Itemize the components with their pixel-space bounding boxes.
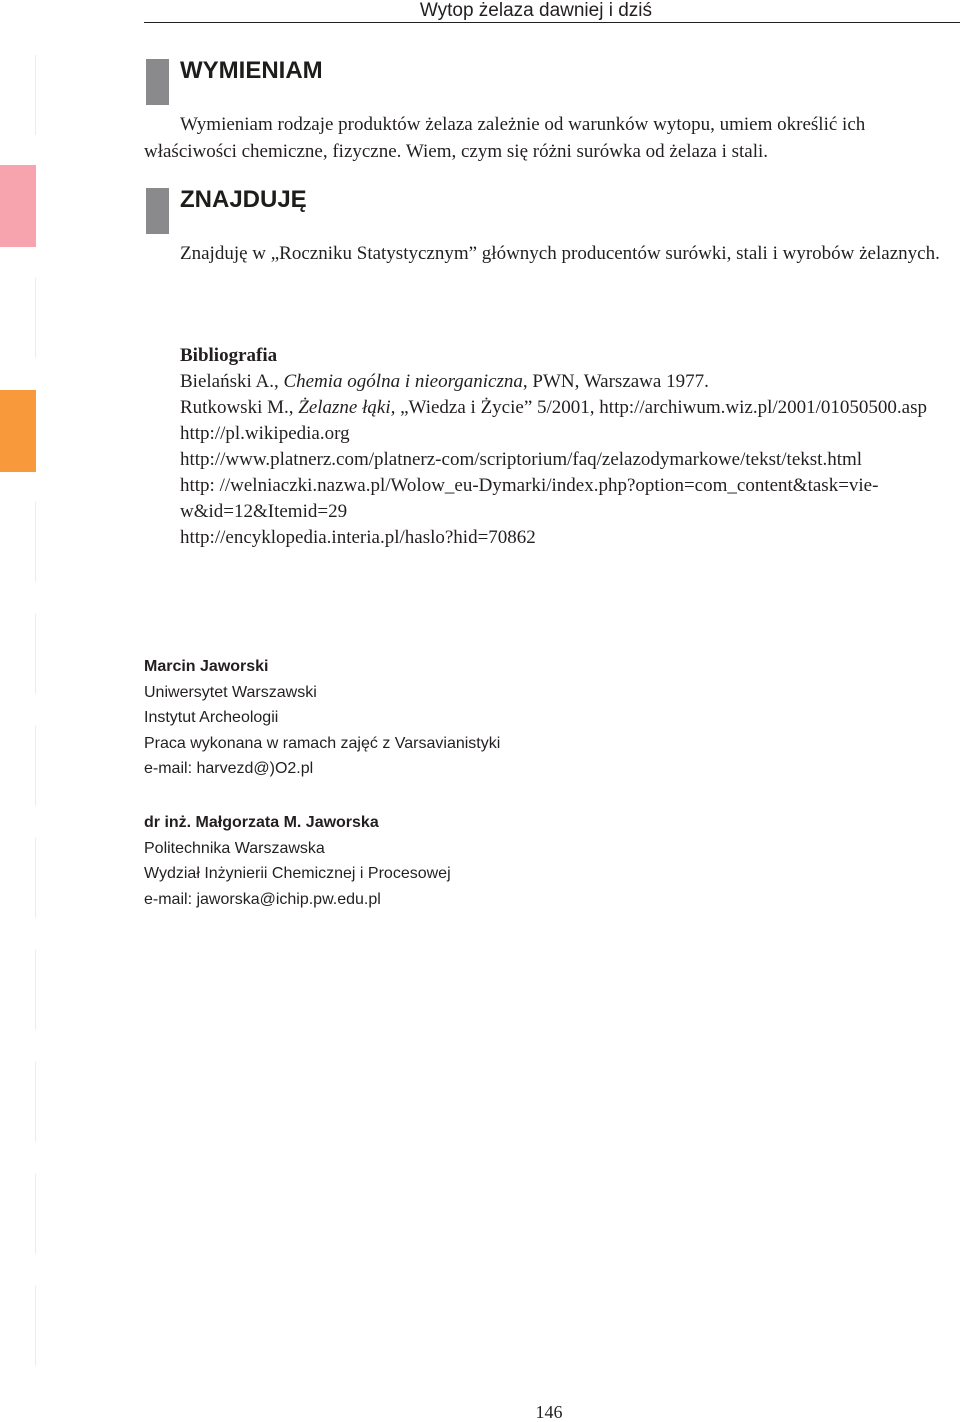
page-number: 146 — [535, 1402, 563, 1422]
bib-work-title: Żelazne łąki, — [298, 397, 396, 418]
bibliography-title: Bibliografia — [180, 345, 278, 366]
author-affiliation: Instytut Archeologii — [144, 709, 279, 727]
bib-work-title: Chemia ogólna i nieorganiczna — [283, 371, 523, 392]
section-heading-znajduje: ZNAJDUJĘ — [180, 186, 307, 213]
margin-line — [35, 838, 36, 918]
bibliography-entry — [180, 395, 960, 421]
margin-tab-orange — [0, 390, 36, 472]
author-affiliation: Praca wykonana w ramach zajęć z Varsavianistyki — [144, 734, 501, 752]
section-marker-bar — [146, 188, 169, 234]
section-text-line: właściwości chemiczne, fizyczne. Wiem, czym się różni surówka od żelaza i stali. — [144, 141, 769, 162]
author-email: e-mail: jaworska@ichip.pw.edu.pl — [144, 890, 381, 908]
bibliography-link: http://www.platnerz.com/platnerz-com/scriptorium/faq/zelazodymarkowe/tekst/tekst.html — [180, 449, 863, 470]
header-rule — [144, 22, 960, 23]
author-affiliation: Wydział Inżynierii Chemicznej i Procesowej — [144, 865, 451, 883]
section-text-line: Wymieniam rodzaje produktów żelaza zależnie od warunków wytopu, umiem określić ich — [180, 114, 866, 135]
margin-line — [35, 726, 36, 806]
author-name: dr inż. Małgorzata M. Jaworska — [144, 814, 379, 831]
author-email: e-mail: harvezd@)O2.pl — [144, 760, 314, 778]
author-block — [144, 654, 500, 782]
margin-line — [35, 502, 36, 582]
margin-line — [35, 1062, 36, 1142]
margin-line — [35, 55, 36, 135]
margin-line — [35, 614, 36, 694]
section-text-line: Znajduję w „Roczniku Statystycznym” głównych producentów surówki, stali i wyrobów żelaznych. — [180, 243, 940, 264]
bibliography-link: http://encyklopedia.interia.pl/haslo?hid=70862 — [180, 527, 536, 548]
section-marker-bar — [146, 59, 169, 105]
margin-line — [35, 1286, 36, 1366]
bibliography-entry — [180, 369, 960, 395]
author-name: Marcin Jaworski — [144, 658, 269, 675]
margin-tab-pink — [0, 165, 36, 247]
running-header-title: Wytop żelaza dawniej i dziś — [419, 0, 652, 21]
margin-line — [35, 950, 36, 1030]
bib-author: Bielański A., — [180, 371, 284, 392]
author-block — [144, 810, 451, 912]
bibliography — [180, 343, 960, 551]
section-heading-wymieniam: WYMIENIAM — [180, 57, 323, 84]
author-affiliation: Politechnika Warszawska — [144, 839, 325, 857]
bib-publication: „Wiedza i Życie” 5/2001, http://archiwum.wiz.pl/2001/01050500.asp — [395, 397, 927, 418]
author-affiliation: Uniwersytet Warszawski — [144, 683, 317, 701]
margin-line — [35, 1174, 36, 1254]
bib-author: Rutkowski M., — [180, 397, 299, 418]
bibliography-link: http: //welniaczki.nazwa.pl/Wolow_eu-Dymarki/index.php?option=com_content&task=vie- — [180, 475, 879, 496]
bibliography-link: w&id=12&Itemid=29 — [180, 501, 348, 522]
bibliography-link: http://pl.wikipedia.org — [180, 423, 350, 444]
bib-publication: , PWN, Warszawa 1977. — [522, 371, 709, 392]
margin-line — [35, 278, 36, 358]
